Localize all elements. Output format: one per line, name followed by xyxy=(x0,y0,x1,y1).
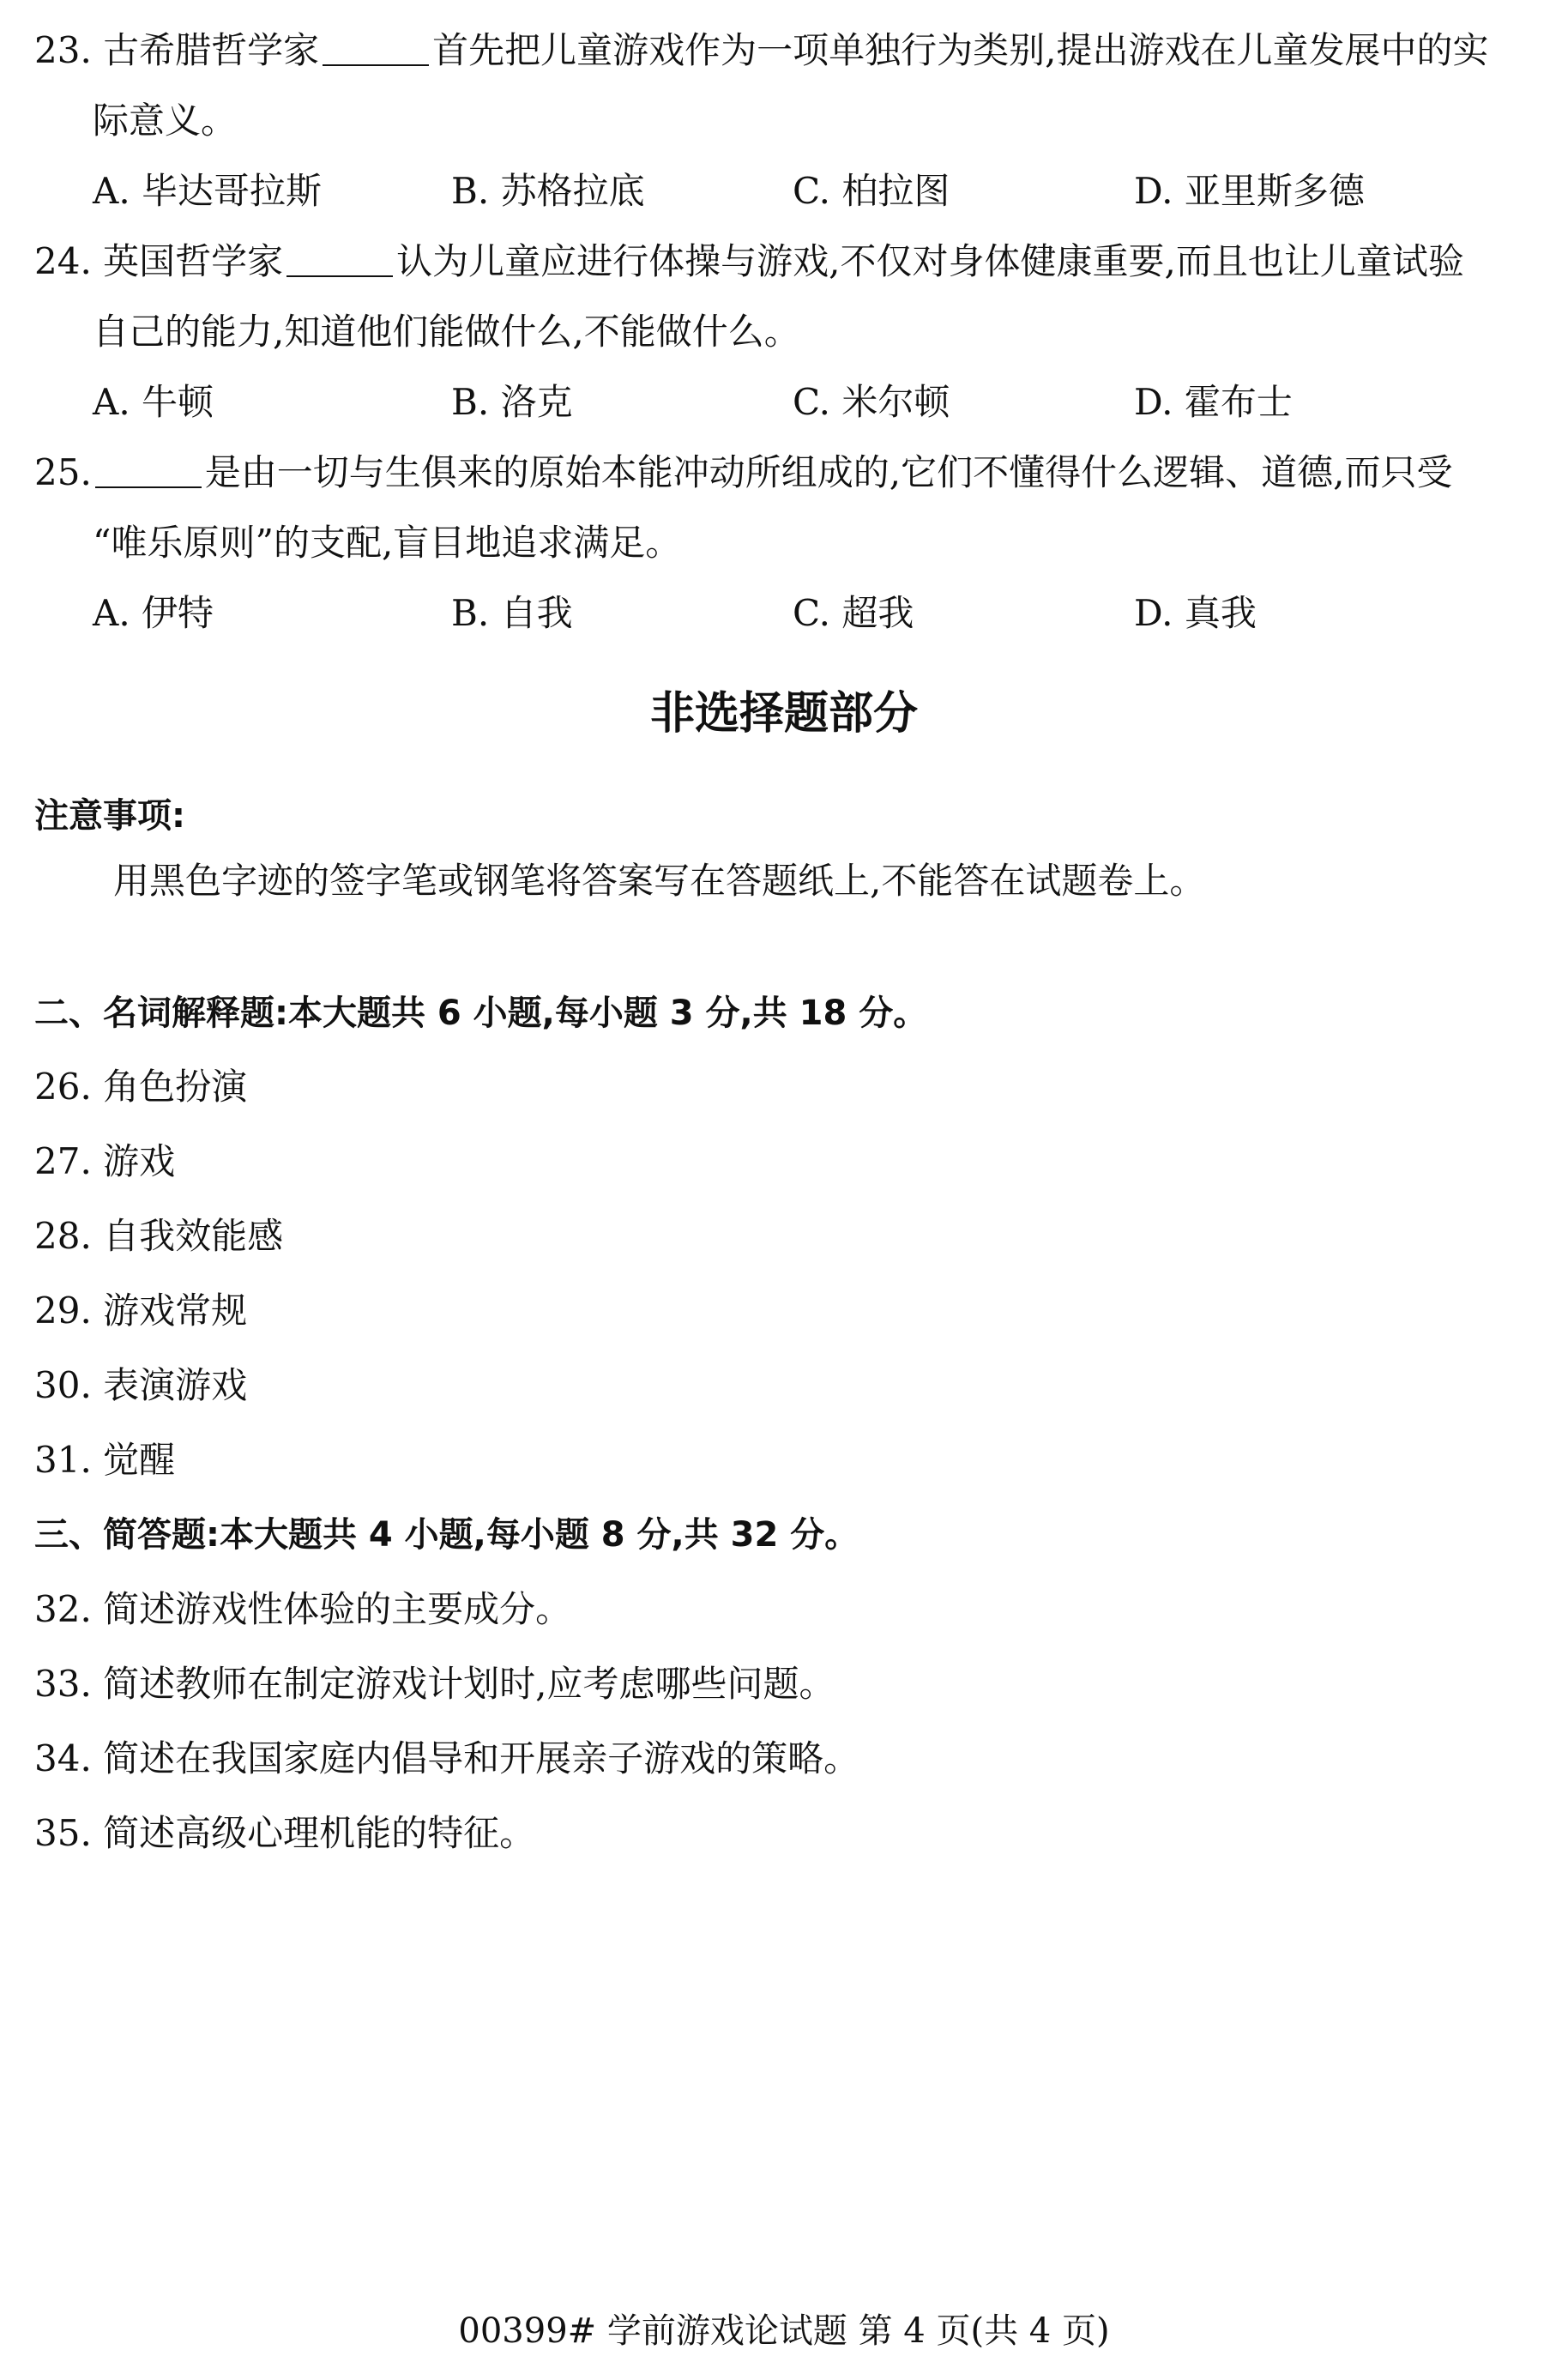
question-23-line1 xyxy=(34,26,1489,76)
question-23-line2: 际意义。 xyxy=(93,100,238,142)
question-24-text: 认为儿童应进行体操与游戏,不仅对身体健康重要,而且也让儿童试验 xyxy=(396,240,1464,282)
question-23-prefix: 23. 古希腊哲学家 xyxy=(34,29,320,71)
answer-blank xyxy=(95,454,202,488)
question-23-option-c: C. 柏拉图 xyxy=(793,170,950,212)
question-24-line2: 自己的能力,知道他们能做什么,不能做什么。 xyxy=(93,311,800,353)
question-24-prefix: 24. 英国哲学家 xyxy=(34,240,284,282)
question-24-option-b: B. 洛克 xyxy=(451,381,573,423)
section-title: 非选择题部分 xyxy=(649,688,918,740)
question-24-option-c: C. 米尔顿 xyxy=(793,381,950,423)
part3-heading: 三、简答题:本大题共 4 小题,每小题 8 分,共 32 分。 xyxy=(34,1515,859,1555)
part2-item: 30. 表演游戏 xyxy=(34,1364,248,1406)
question-24-option-a: A. 牛顿 xyxy=(93,381,214,423)
part3-item: 32. 简述游戏性体验的主要成分。 xyxy=(34,1588,572,1630)
part3-item: 33. 简述教师在制定游戏计划时,应考虑哪些问题。 xyxy=(34,1663,835,1705)
question-25-option-d: D. 真我 xyxy=(1134,592,1257,634)
question-25-line1 xyxy=(34,448,1453,498)
question-25-text: 是由一切与生俱来的原始本能冲动所组成的,它们不懂得什么逻辑、道德,而只受 xyxy=(204,451,1453,493)
part2-item: 28. 自我效能感 xyxy=(34,1215,284,1257)
part2-heading: 二、名词解释题:本大题共 6 小题,每小题 3 分,共 18 分。 xyxy=(34,994,928,1033)
question-25-option-c: C. 超我 xyxy=(793,592,914,634)
question-23-text: 首先把儿童游戏作为一项单独行为类别,提出游戏在儿童发展中的实 xyxy=(432,29,1489,71)
part2-item: 29. 游戏常规 xyxy=(34,1290,248,1332)
part3-item: 34. 简述在我国家庭内倡导和开展亲子游戏的策略。 xyxy=(34,1737,860,1779)
question-24-line1 xyxy=(34,237,1464,287)
question-24-option-d: D. 霍布士 xyxy=(1134,381,1293,423)
part2-item: 31. 觉醒 xyxy=(34,1439,176,1481)
part3-item: 35. 简述高级心理机能的特征。 xyxy=(34,1812,536,1854)
question-25-option-b: B. 自我 xyxy=(451,592,573,634)
question-25-option-a: A. 伊特 xyxy=(93,592,214,634)
question-23-option-b: B. 苏格拉底 xyxy=(451,170,645,212)
notice-text: 用黑色字迹的签字笔或钢笔将答案写在答题纸上,不能答在试题卷上。 xyxy=(113,860,1206,902)
answer-blank xyxy=(323,32,429,66)
question-23-option-d: D. 亚里斯多德 xyxy=(1134,170,1365,212)
notice-heading: 注意事项: xyxy=(34,796,185,836)
page-footer: 00399# 学前游戏论试题 第 4 页(共 4 页) xyxy=(458,2311,1110,2351)
part2-item: 26. 角色扮演 xyxy=(34,1066,248,1108)
answer-blank xyxy=(286,243,393,277)
question-25-prefix: 25. xyxy=(34,451,92,493)
part2-item: 27. 游戏 xyxy=(34,1140,176,1182)
question-23-option-a: A. 毕达哥拉斯 xyxy=(93,170,323,212)
question-25-line2: “唯乐原则”的支配,盲目地追求满足。 xyxy=(93,522,682,564)
